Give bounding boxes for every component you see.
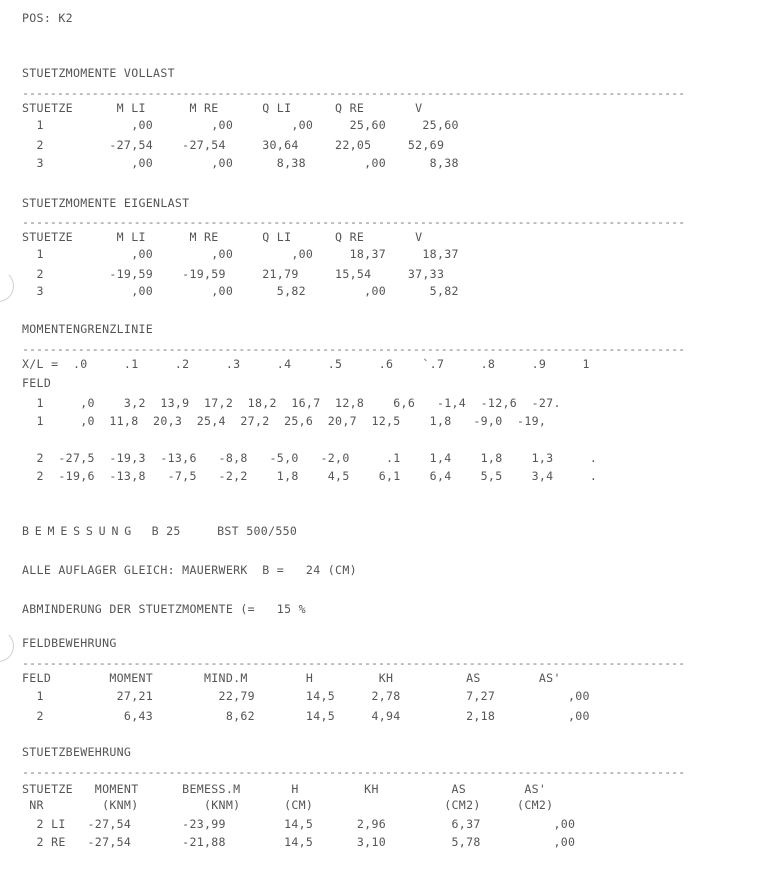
section-title-eigenlast: STUETZMOMENTE EIGENLAST [22,196,190,210]
table-row: 1 ,00 ,00 ,00 25,60 25,60 [22,118,459,132]
punch-hole-mark-bottom [0,630,14,662]
table-header: STUETZE M LI M RE Q LI Q RE V [22,101,423,115]
table-header: STUETZE MOMENT BEMESS.M H KH AS AS' [22,782,547,796]
divider: ----------------------------------------------------------------------------------------------- [22,656,686,670]
divider: ----------------------------------------------------------------------------------------------- [22,765,686,779]
divider: ----------------------------------------------------------------------------------------------- [22,342,686,356]
divider: ----------------------------------------------------------------------------------------------- [22,86,686,100]
position-label: POS: K2 [22,11,73,25]
table-row: 1 ,0 11,8 20,3 25,4 27,2 25,6 20,7 12,5 1,8 -9,0 -19, [22,414,547,428]
abminderung-line: ABMINDERUNG DER STUETZMOMENTE (= 15 % [22,602,306,616]
section-title-stuetzbewehrung: STUETZBEWEHRUNG [22,745,132,759]
table-row: 2 RE -27,54 -21,88 14,5 3,10 5,78 ,00 [22,835,576,849]
section-title-feldbewehrung: FELDBEWEHRUNG [22,636,117,650]
feld-label: FELD [22,376,52,390]
bemessung-material: B 25 BST 500/550 [137,524,298,538]
table-row: 3 ,00 ,00 8,38 ,00 8,38 [22,156,459,170]
table-row: 1 ,0 3,2 13,9 17,2 18,2 16,7 12,8 6,6 -1,4 -12,6 -27. [22,396,561,410]
table-row: 2 LI -27,54 -23,99 14,5 2,96 6,37 ,00 [22,817,576,831]
table-row: 3 ,00 ,00 5,82 ,00 5,82 [22,284,459,298]
section-title-vollast: STUETZMOMENTE VOLLAST [22,66,175,80]
table-header: STUETZE M LI M RE Q LI Q RE V [22,230,423,244]
bemessung-heading: BEMESSUNG [22,524,138,538]
table-header-units: NR (KNM) (KNM) (CM) (CM2) (CM2) [22,798,554,812]
divider: ----------------------------------------------------------------------------------------------- [22,215,686,229]
table-row: 1 27,21 22,79 14,5 2,78 7,27 ,00 [22,689,590,703]
auflager-line: ALLE AUFLAGER GLEICH: MAUERWERK B = 24 (CM) [22,563,357,577]
table-row: 1 ,00 ,00 ,00 18,37 18,37 [22,247,459,261]
section-title-grenzlinie: MOMENTENGRENZLINIE [22,322,154,336]
table-row: 2 -27,5 -19,3 -13,6 -8,8 -5,0 -2,0 .1 1,4 1,8 1,3 . [22,451,598,465]
bemessung-line [22,524,297,538]
table-row: 2 6,43 8,62 14,5 4,94 2,18 ,00 [22,709,590,723]
table-header: FELD MOMENT MIND.M H KH AS AS' [22,671,561,685]
table-row: 2 -27,54 -27,54 30,64 22,05 52,69 [22,138,445,152]
punch-hole-mark-top [0,270,14,302]
xl-header: X/L = .0 .1 .2 .3 .4 .5 .6 `.7 .8 .9 1 [22,357,590,371]
table-row: 2 -19,6 -13,8 -7,5 -2,2 1,8 4,5 6,1 6,4 5,5 3,4 . [22,469,598,483]
table-row: 2 -19,59 -19,59 21,79 15,54 37,33 [22,267,445,281]
